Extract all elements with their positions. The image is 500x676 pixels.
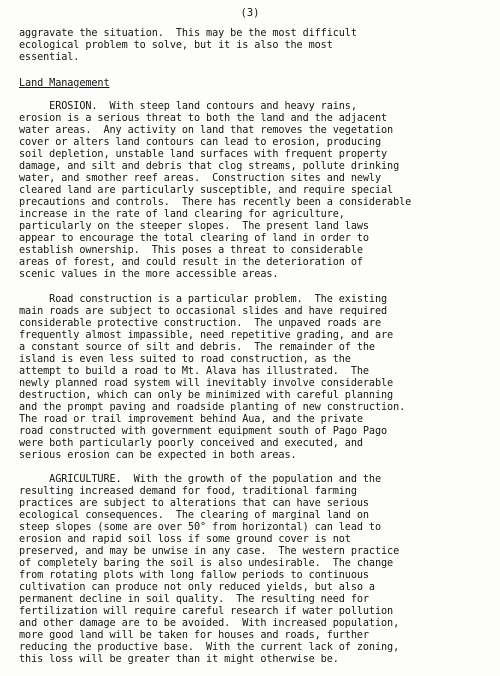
text-line: frequently almost impassible, need repetitive grading, and are bbox=[19, 330, 394, 341]
text-line: destruction, which can only be minimized with careful planning bbox=[19, 390, 394, 401]
text-line: main roads are subject to occasional slides and have required bbox=[19, 306, 388, 317]
text-line: appear to encourage the total clearing of land in order to bbox=[19, 233, 369, 244]
text-line: practices are subject to alterations that can have serious bbox=[19, 498, 369, 509]
text-line: damage, and silt and debris that clog streams, pollute drinking bbox=[19, 161, 400, 172]
text-line: reducing the productive base. With the current lack of zoning, bbox=[19, 642, 400, 653]
text-line: serious erosion can be expected in both areas. bbox=[19, 450, 297, 461]
text-line: newly planned road system will inevitably involve considerable bbox=[19, 378, 394, 389]
text-line: erosion is a serious threat to both the land and the adjacent bbox=[19, 113, 388, 124]
text-line: cover or alters land contours can lead to erosion, producing bbox=[19, 137, 382, 148]
text-line: precautions and controls. There has recently been a considerable bbox=[19, 197, 412, 208]
text-line: aggravate the situation. This may be the most difficult bbox=[19, 28, 357, 39]
text-line: cleared land are particularly susceptible, and require special bbox=[19, 185, 394, 196]
text-line: resulting increased demand for food, traditional farming bbox=[19, 486, 357, 497]
text-line: scenic values in the more accessible areas. bbox=[19, 269, 279, 280]
text-line: Road construction is a particular problem. The existing bbox=[19, 294, 388, 305]
text-line: cultivation can produce not only reduced yields, but also a bbox=[19, 582, 375, 593]
text-line: AGRICULTURE. With the growth of the population and the bbox=[19, 474, 382, 485]
text-line: essential. bbox=[19, 52, 80, 63]
text-line: ecological consequences. The clearing of marginal land on bbox=[19, 510, 369, 521]
text-line: soil depletion, unstable land surfaces with frequent property bbox=[19, 149, 388, 160]
text-line: ecological problem to solve, but it is also the most bbox=[19, 40, 333, 51]
text-line: permanent decline in soil quality. The resulting need for bbox=[19, 594, 369, 605]
text-line: The road or trail improvement behind Aua, and the private bbox=[19, 414, 363, 425]
section-heading: Land Management bbox=[19, 78, 110, 89]
text-line: steep slopes (some are over 50° from horizontal) can lead to bbox=[19, 522, 382, 533]
text-line: preserved, and may be unwise in any case. The western practice bbox=[19, 546, 400, 557]
text-line: considerable protective construction. The unpaved roads are bbox=[19, 318, 382, 329]
text-line: of completely baring the soil is also undesirable. The change bbox=[19, 558, 394, 569]
text-line: from rotating plots with long fallow periods to continuous bbox=[19, 570, 369, 581]
text-line: this loss will be greater than it might otherwise be. bbox=[19, 654, 339, 665]
text-line: island is even less suited to road construction, as the bbox=[19, 354, 351, 365]
text-line: and the prompt paving and roadside planting of new construction. bbox=[19, 402, 406, 413]
text-line: EROSION. With steep land contours and heavy rains, bbox=[19, 101, 357, 112]
text-line: a constant source of silt and debris. The remainder of the bbox=[19, 342, 375, 353]
text-line: erosion and rapid soil loss if some ground cover is not bbox=[19, 534, 351, 545]
text-line: were both particularly poorly conceived and executed, and bbox=[19, 438, 363, 449]
text-line: fertilization will require careful research if water pollution bbox=[19, 606, 394, 617]
text-line: and other damage are to be avoided. With increased population, bbox=[19, 618, 400, 629]
text-line: road constructed with government equipment south of Pago Pago bbox=[19, 426, 388, 437]
text-line: particularly on the steeper slopes. The present land laws bbox=[19, 221, 369, 232]
text-line: water, and smother reef areas. Construction sites and newly bbox=[19, 173, 382, 184]
text-line: attempt to build a road to Mt. Alava has illustrated. The bbox=[19, 366, 369, 377]
text-line: more good land will be taken for houses and roads, further bbox=[19, 630, 369, 641]
text-line: establish ownership. This poses a threat to considerable bbox=[19, 245, 363, 256]
page-number: (3) bbox=[240, 7, 260, 19]
text-line: areas of forest, and could result in the deterioration of bbox=[19, 257, 363, 268]
text-line: increase in the rate of land clearing for agriculture, bbox=[19, 209, 345, 220]
text-line: water areas. Any activity on land that removes the vegetation bbox=[19, 125, 394, 136]
